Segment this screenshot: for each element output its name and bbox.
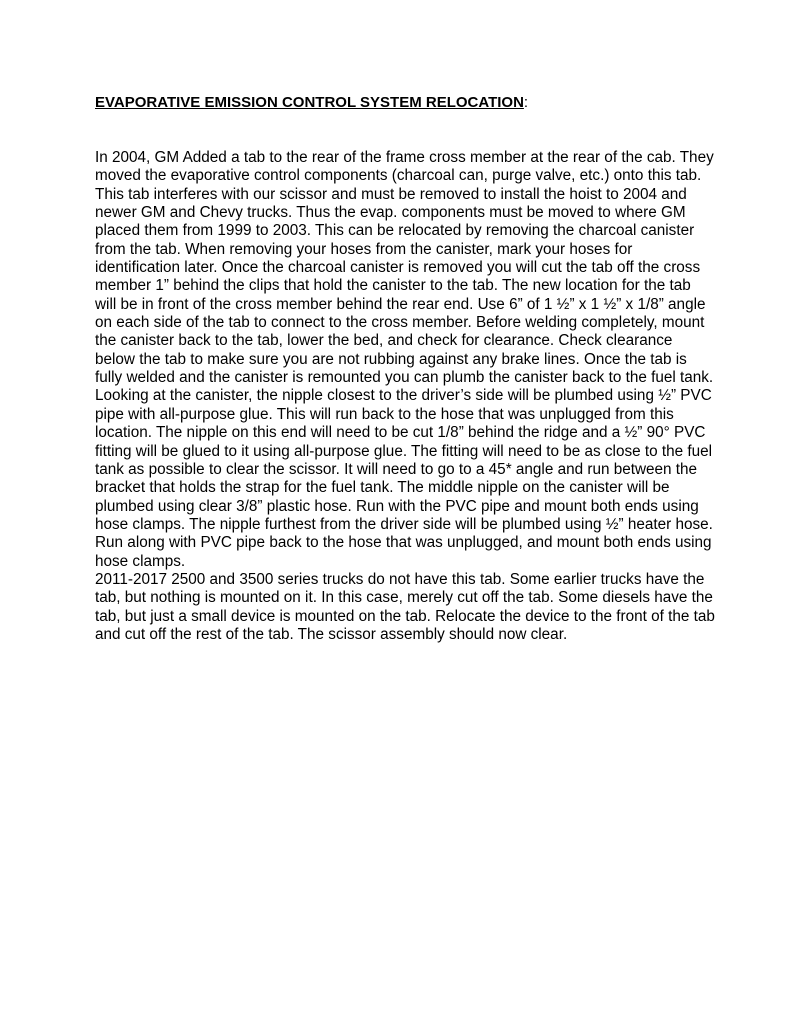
heading-title: EVAPORATIVE EMISSION CONTROL SYSTEM RELOCATION xyxy=(95,94,524,111)
heading-colon: : xyxy=(523,94,529,111)
paragraph-evap-relocation: In 2004, GM Added a tab to the rear of the frame cross member at the rear of the cab. They moved the evaporative control components (charcoal can, purge valve, etc.) onto this tab. This tab interferes with our scissor and must be removed to install the hoist to 2004 and newer GM and Chevy trucks. Thus the evap. components must be moved to where GM placed them from 1999 to 2003. This can be relocated by removing the charcoal canister from the tab. When removing your hoses from the canister, mark your hoses for identification later. Once the charcoal canister is removed you will cut the tab off the cross member 1” behind the clips that hold the canister to the tab. The new location for the tab will be in front of the cross member behind the rear end. Use 6” of 1 ½” x 1 ½” x 1/8” angle on each side of the tab to connect to the cross member. Before welding completely, mount the canister back to the tab, lower the bed, and check for clearance. Check clearance below the tab to make sure you are not rubbing against any brake lines. Once the tab is fully welded and the canister is remounted you can plumb the canister back to the fuel tank. Looking at the canister, the nipple closest to the driver’s side will be plumbed using ½” PVC pipe with all-purpose glue. This will run back to the hose that was unplugged from this location. The nipple on this end will need to be cut 1/8” behind the ridge and a ½” 90° PVC fitting will be glued to it using all-purpose glue. The fitting will need to be as close to the fuel tank as possible to clear the scissor. It will need to go to a 45* angle and run between the bracket that holds the strap for the fuel tank. The middle nipple on the canister will be plumbed using clear 3/8” plastic hose. Run with the PVC pipe and mount both ends using hose clamps. The nipple furthest from the driver side will be plumbed using ½” heater hose. Run along with PVC pipe back to the hose that was unplugged, and mount both ends using hose clamps. xyxy=(95,149,714,570)
document-content xyxy=(95,93,715,644)
paragraph-2011-2017-trucks: 2011-2017 2500 and 3500 series trucks do not have this tab. Some earlier trucks have the tab, but nothing is mounted on it. In this case, merely cut off the tab. Some diesels have the tab, but just a small device is mounted on the tab. Relocate the device to the front of the tab and cut off the rest of the tab. The scissor assembly should now clear. xyxy=(95,570,715,643)
document-heading xyxy=(95,93,715,113)
